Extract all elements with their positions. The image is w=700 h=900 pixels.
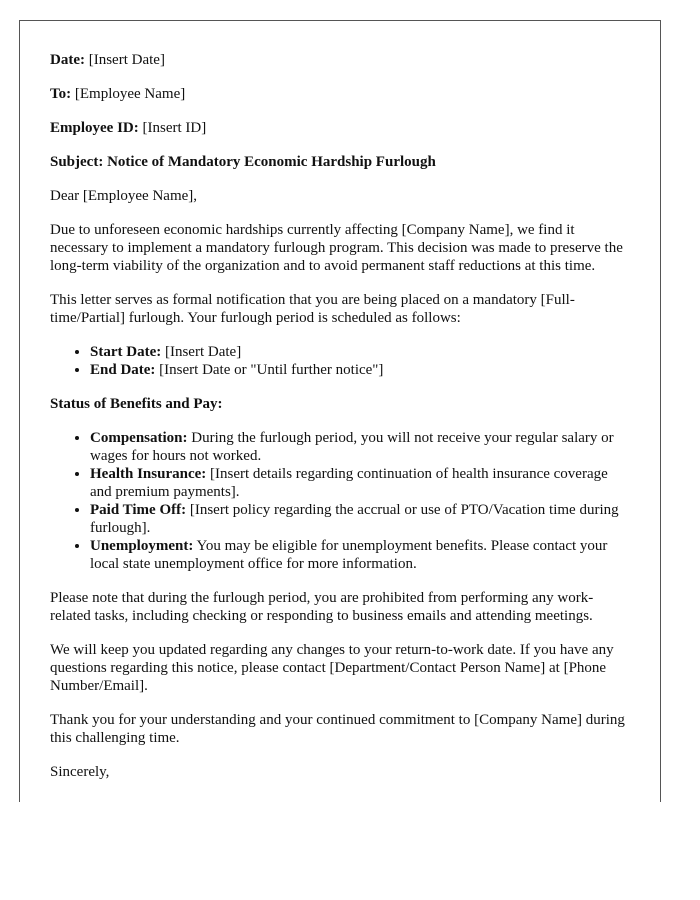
list-item [90, 501, 630, 537]
to-value: [Employee Name] [74, 86, 186, 102]
subject-line: Subject: Notice of Mandatory Economic Hardship Furlough [50, 154, 436, 170]
list-item [90, 429, 630, 465]
start-date-label: Start Date: [90, 344, 162, 360]
schedule-list [50, 343, 630, 379]
date-value: [Insert Date] [88, 52, 165, 68]
paid-time-off-label: Paid Time Off: [90, 502, 187, 518]
date-label: Date: [50, 52, 85, 68]
intro-paragraph: Due to unforeseen economic hardships currently affecting [Company Name], we find it necessary to implement a mandatory furlough program. This decision was made to preserve the long-term viability of the organization and to avoid permanent staff reductions at this time. [50, 222, 623, 274]
health-insurance-label: Health Insurance: [90, 466, 207, 482]
salutation: Dear [Employee Name], [50, 188, 198, 204]
compensation-text: During the furlough period, you will not receive your regular salary or wages for hours not worked. [90, 430, 614, 464]
end-date-value: [Insert Date or "Until further notice"] [159, 362, 384, 378]
paid-time-off-text: [Insert policy regarding the accrual or use of PTO/Vacation time during furlough]. [90, 502, 619, 536]
list-item [90, 465, 630, 501]
list-item [90, 537, 630, 573]
employee-id-label: Employee ID: [50, 120, 139, 136]
compensation-label: Compensation: [90, 430, 188, 446]
signoff: Sincerely, [50, 764, 110, 780]
benefits-heading: Status of Benefits and Pay: [50, 396, 223, 412]
updates-paragraph: We will keep you updated regarding any changes to your return-to-work date. If you have any questions regarding this notice, please contact [Department/Contact Person Name] at [Phone Number/Email]. [50, 642, 614, 694]
furlough-letter [19, 20, 661, 802]
start-date-value: [Insert Date] [164, 344, 242, 360]
employee-id-line [50, 119, 630, 137]
employee-id-value: [Insert ID] [142, 120, 207, 136]
health-insurance-text: [Insert details regarding continuation of health insurance coverage and premium payments]. [90, 466, 608, 500]
end-date-label: End Date: [90, 362, 156, 378]
to-line [50, 85, 630, 103]
unemployment-text: You may be eligible for unemployment benefits. Please contact your local state unemployment office for more information. [90, 538, 608, 572]
benefits-list [50, 429, 630, 573]
to-label: To: [50, 86, 72, 102]
notification-paragraph: This letter serves as formal notification that you are being placed on a mandatory [Full-time/Partial] furlough. Your furlough period is scheduled as follows: [50, 292, 575, 326]
unemployment-label: Unemployment: [90, 538, 194, 554]
prohibition-paragraph: Please note that during the furlough period, you are prohibited from performing any work-related tasks, including checking or responding to business emails and attending meetings. [50, 590, 594, 624]
list-item [90, 343, 630, 361]
list-item [90, 361, 630, 379]
date-line [50, 51, 630, 69]
thanks-paragraph: Thank you for your understanding and your continued commitment to [Company Name] during this challenging time. [50, 712, 625, 746]
